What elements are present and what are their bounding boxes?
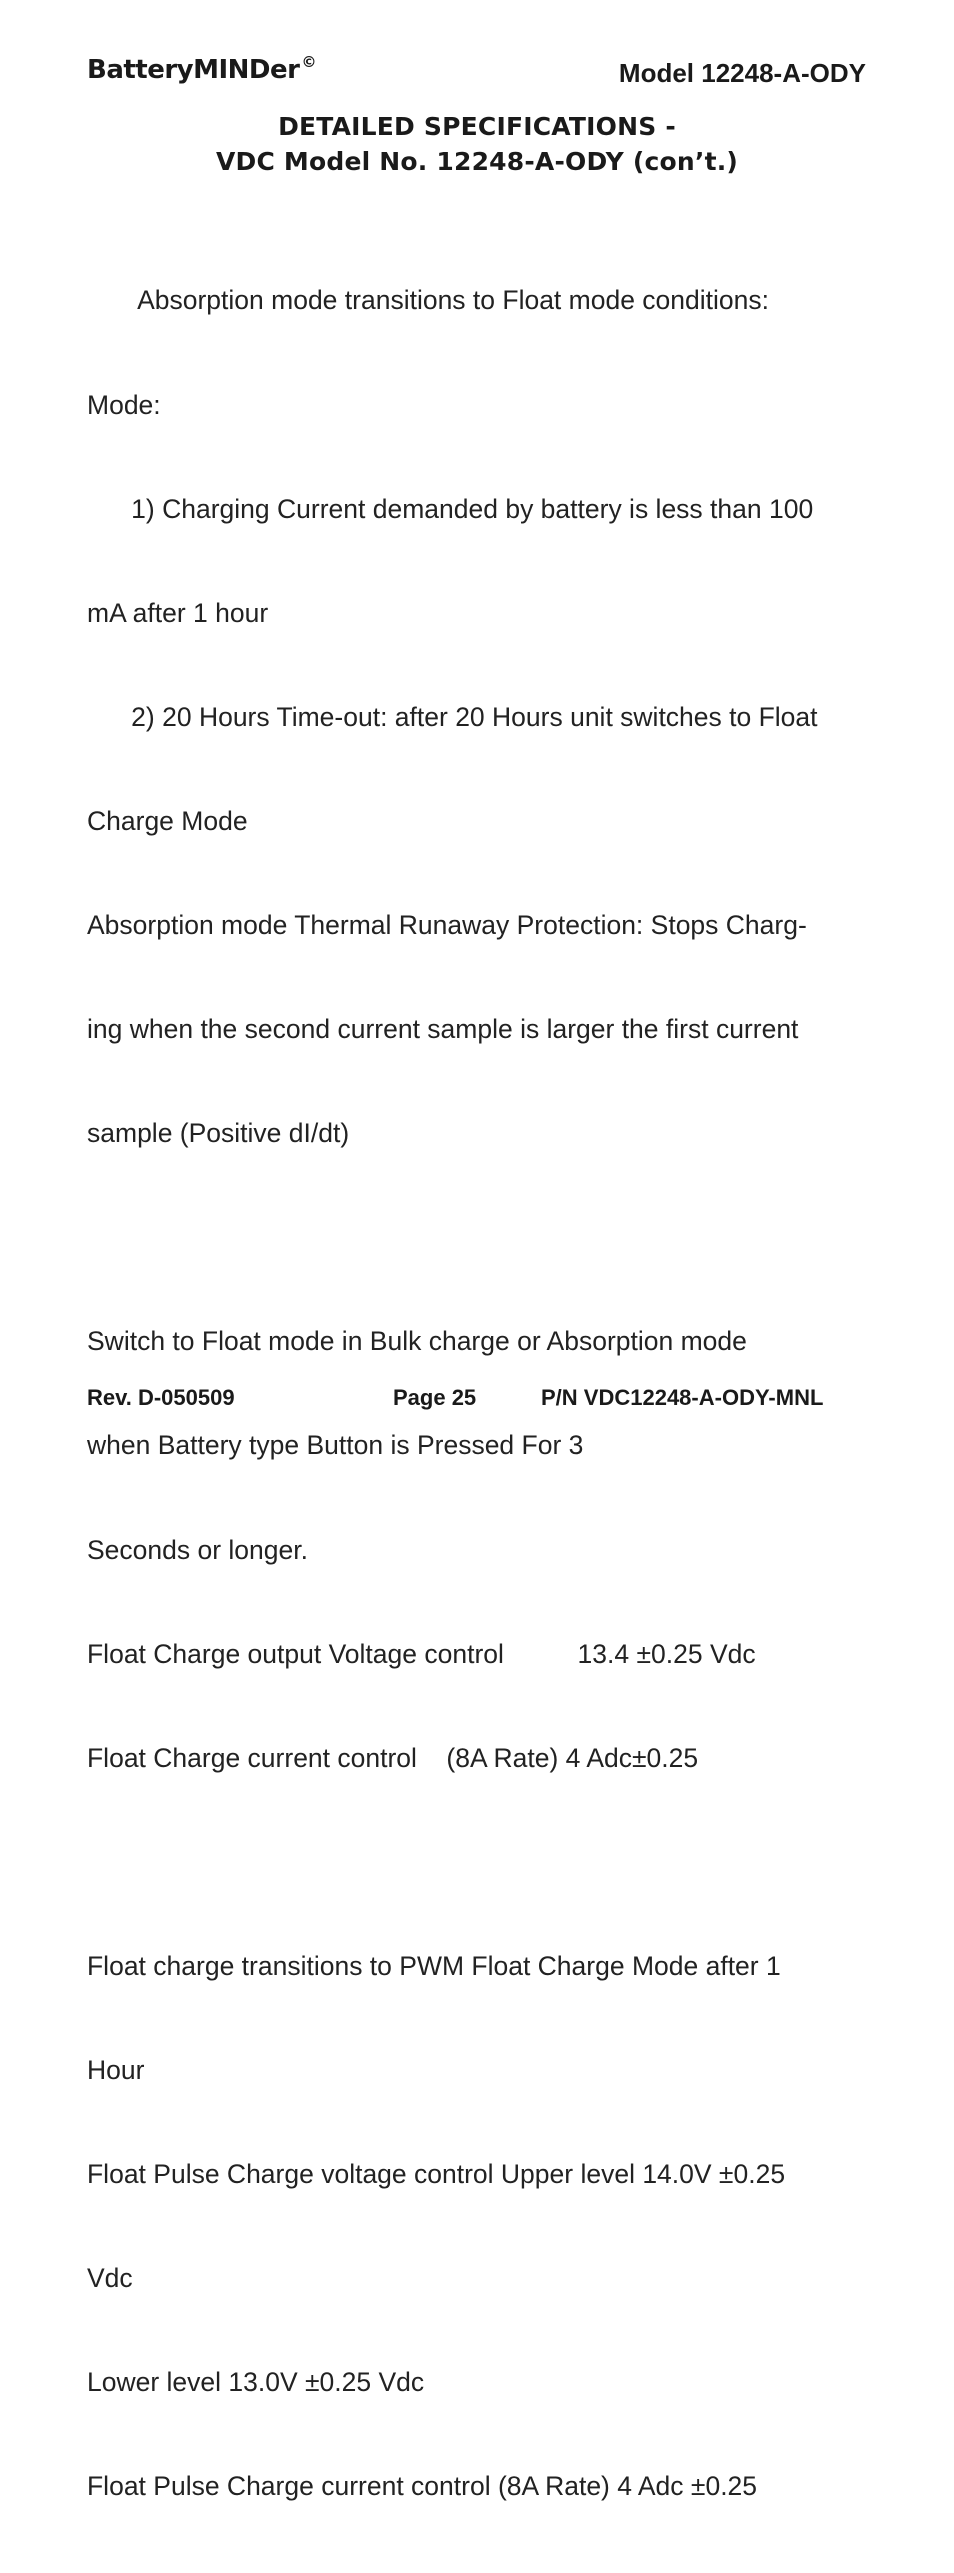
page-title-line-1: DETAILED SPECIFICATIONS - <box>278 112 676 141</box>
body-line: Charge Mode <box>87 805 248 836</box>
body-line: Seconds or longer. <box>87 1534 308 1565</box>
page-title-line-2: VDC Model No. 12248-A-ODY (con’t.) <box>215 147 739 176</box>
body-line: Float Pulse Charge current control (8A Rate) 4 Adc ±0.25 <box>87 2471 758 2502</box>
body-line: 2) 20 Hours Time-out: after 20 Hours unit switches to Float <box>87 701 818 732</box>
body-line: Mode: <box>87 389 161 420</box>
footer-page-number: Page 25 <box>393 1385 477 1410</box>
model-number: Model 12248-A-ODY <box>618 58 866 88</box>
body-line: Absorption mode transitions to Float mode conditions: <box>87 285 769 316</box>
body-line: Switch to Float mode in Bulk charge or Absorption mode <box>87 1326 747 1357</box>
body-line: when Battery type Button is Pressed For 3 <box>87 1430 584 1461</box>
body-line: mA after 1 hour <box>87 597 269 628</box>
body-line: Hour <box>87 2055 145 2085</box>
body-line: Absorption mode Thermal Runaway Protection: Stops Charg- <box>87 909 807 940</box>
body-blank-line <box>87 1845 877 1880</box>
body-line: Lower level 13.0V ±0.25 Vdc <box>87 2367 425 2398</box>
footer-revision: Rev. D-050509 <box>87 1385 235 1410</box>
brand-name: BatteryMINDer <box>87 55 300 85</box>
brand-copyright-mark: © <box>301 53 316 71</box>
body-line: Float Charge current control (8A Rate) 4 Adc±0.25 <box>87 1742 699 1773</box>
body-blank-line <box>87 1220 877 1255</box>
body-line: Float Pulse Charge voltage control Upper level 14.0V ±0.25 <box>87 2159 786 2190</box>
brand-logo <box>87 55 316 85</box>
body-line: Float charge transitions to PWM Float Charge Mode after 1 <box>87 1950 781 1981</box>
body-line: Float Charge output Voltage control 13.4 ±0.25 Vdc <box>87 1638 756 1669</box>
body-line: Vdc <box>87 2263 133 2294</box>
body-line: ing when the second current sample is larger the first current <box>87 1014 799 1045</box>
footer-part-number: P/N VDC12248-A-ODY-MNL <box>541 1385 824 1410</box>
body-line: sample (Positive dI/dt) <box>87 1118 350 1149</box>
body-line: 1) Charging Current demanded by battery is less than 100 <box>87 493 814 524</box>
